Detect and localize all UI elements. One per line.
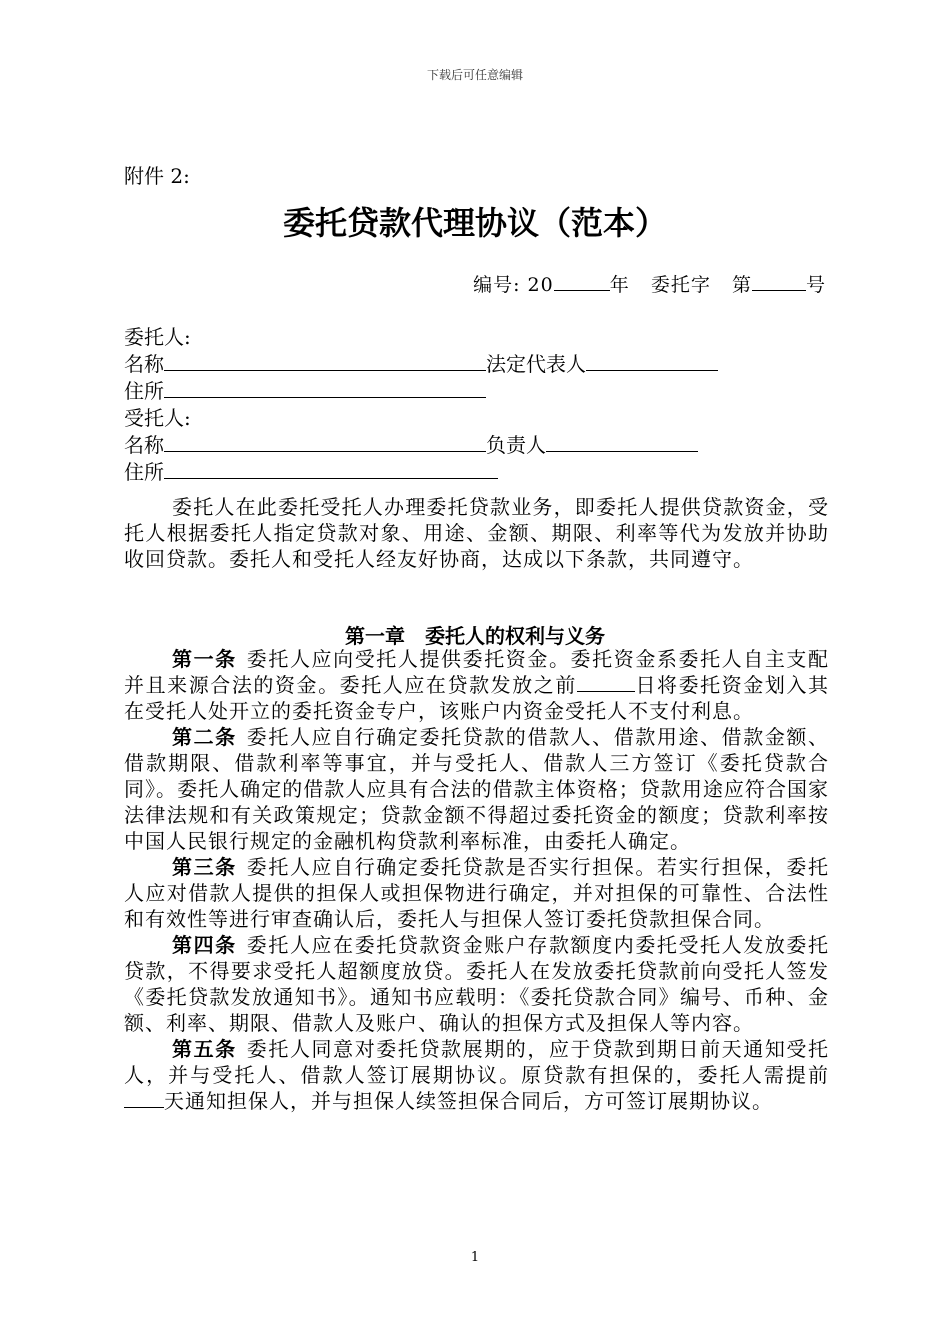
number-di: 第 [731, 274, 752, 296]
agreement-number-line [473, 270, 826, 297]
parties-block [124, 324, 718, 486]
principal-address-label: 住所 [124, 379, 164, 403]
agent-name-label: 名称 [124, 433, 164, 457]
article-4-title: 第四条 [172, 933, 237, 957]
year-blank[interactable] [554, 272, 610, 291]
agent-address-row [124, 459, 718, 486]
agent-name-blank[interactable] [164, 433, 486, 452]
article-2-text: 委托人应自行确定委托贷款的借款人、借款用途、借款金额、借款期限、借款利率等事宜，并与受托人、借款人三方签订《委托贷款合同》。委托人确定的借款人应具有合法的借款主体资格；贷款用途应符合国家法律法规和有关政策规定；贷款金额不得超过委托资金的额度；贷款利率按中国人民银行规定的金融机构贷款利率标准，由委托人确定。 [124, 725, 830, 853]
principal-name-blank[interactable] [164, 352, 486, 371]
articles-list [124, 646, 829, 1114]
legal-rep-blank[interactable] [586, 352, 718, 371]
document-title: 委托贷款代理协议（范本） [282, 204, 667, 242]
year-suffix: 年 [609, 274, 630, 296]
agent-address-blank[interactable] [164, 460, 498, 479]
agent-address-label: 住所 [124, 460, 164, 484]
header-note: 下载后可任意编辑 [426, 68, 523, 82]
article-2-title: 第二条 [172, 725, 237, 749]
article-3-title: 第三条 [172, 855, 237, 879]
number-word: 委托字 [650, 274, 711, 296]
article-2 [124, 724, 829, 854]
article-1-days-blank[interactable] [577, 673, 635, 692]
number-hao: 号 [805, 274, 826, 296]
article-5-days-blank[interactable] [124, 1089, 164, 1108]
article-4-text: 委托人应在委托贷款资金账户存款额度内委托受托人发放委托贷款，不得要求受托人超额度放贷。委托人在发放委托贷款前向受托人签发《委托贷款发放通知书》。通知书应载明：《委托贷款合同》编号、币种、金额、利率、期限、借款人及账户、确认的担保方式及担保人等内容。 [124, 933, 830, 1035]
article-5-title: 第五条 [172, 1037, 237, 1061]
responsible-blank[interactable] [546, 433, 698, 452]
chapter-title: 第一章 委托人的权利与义务 [345, 624, 605, 648]
agent-name-row [124, 432, 718, 459]
principal-address-blank[interactable] [164, 379, 486, 398]
article-5 [124, 1036, 829, 1114]
article-5-text-a: 委托人同意对委托贷款展期的，应于贷款到期日前天通知受托人，并与受托人、借款人签订展期协议。原贷款有担保的，委托人需提前 [124, 1037, 830, 1087]
article-5-text-b: 天通知担保人，并与担保人续签担保合同后，方可签订展期协议。 [164, 1089, 773, 1113]
principal-name-label: 名称 [124, 352, 164, 376]
page-number: 1 [470, 1250, 480, 1265]
article-1-text-b: 日将委托资金划入其在受托人处开立的委托资金专户，该账户内资金受托人不支付利息。 [124, 673, 830, 723]
number-blank[interactable] [752, 272, 806, 291]
article-4 [124, 932, 829, 1036]
agent-label: 受托人: [124, 406, 191, 430]
legal-rep-label: 法定代表人 [486, 352, 586, 376]
principal-address-row [124, 378, 718, 405]
responsible-label: 负责人 [486, 433, 546, 457]
intro-paragraph: 委托人在此委托受托人办理委托贷款业务，即委托人提供贷款资金，受托人根据委托人指定贷款对象、用途、金额、期限、利率等代为发放并协助收回贷款。委托人和受托人经友好协商，达成以下条款，共同遵守。 [124, 495, 829, 571]
article-3 [124, 854, 829, 932]
article-1-text-a: 委托人应向受托人提供委托资金。委托资金系委托人自主支配并且来源合法的资金。委托人应在贷款发放之前 [124, 647, 830, 697]
principal-name-row [124, 351, 718, 378]
article-1-title: 第一条 [172, 647, 237, 671]
attachment-label: 附件 2: [124, 164, 190, 188]
principal-label: 委托人: [124, 325, 191, 349]
article-1 [124, 646, 829, 724]
number-prefix: 编号: 20 [473, 274, 554, 296]
article-3-text: 委托人应自行确定委托贷款是否实行担保。若实行担保，委托人应对借款人提供的担保人或担保物进行确定，并对担保的可靠性、合法性和有效性等进行审查确认后，委托人与担保人签订委托贷款担保合同。 [124, 855, 830, 931]
